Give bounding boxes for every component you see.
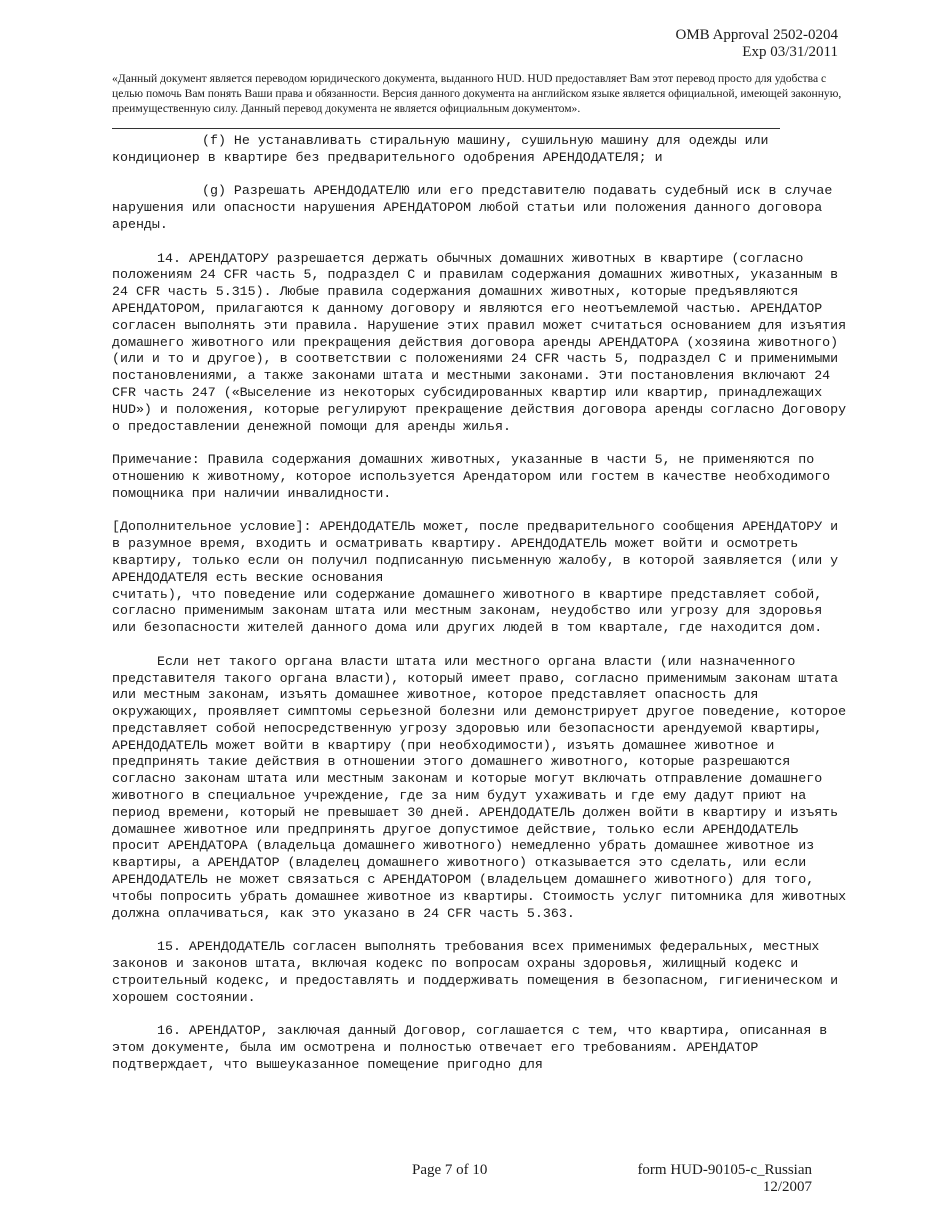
- omb-approval-number: OMB Approval 2502-0204: [675, 27, 838, 43]
- clause-g: (g) Разрешать АРЕНДОДАТЕЛЮ или его представителю подавать судебный иск в случае нарушения или опасности нарушения АРЕНДАТОРОМ любой статьи или положения данного договора аренды.: [112, 183, 833, 232]
- clause-f: (f) Не устанавливать стиральную машину, сушильную машину для одежды или кондиционер в квартире без предварительного одобрения АРЕНДОДАТЕЛЯ; и: [112, 133, 769, 165]
- pet-rules-note: Примечание: Правила содержания домашних животных, указанные в части 5, не применяются по отношению к животному, которое используется Арендатором или гостем в качестве необходимого помощника при наличии инвалидности.: [112, 452, 831, 501]
- page-number: Page 7 of 10: [412, 1162, 488, 1178]
- omb-approval-block: [676, 27, 839, 61]
- additional-condition-continued: считать), что поведение или содержание домашнего животного в квартире представляет собой, согласно применимым законам штата или местным законам, неудобство или угрозу для здоровья или безопасности жителей данного дома или других людей в том квартале, где находится дом.: [112, 586, 823, 636]
- section-14: 14. АРЕНДАТОРУ разрешается держать обычных домашних животных в квартире (согласно положениям 24 CFR часть 5, подраздел C и правилам содержания домашних животных, указанным в 24 CFR часть 5.315). Любые правила содержания домашних животных, которые предъявляются АРЕНДАТОРОМ, прилагаются к данному договору и являются его неотъемлемой частью. АРЕНДАТОР согласен выполнять эти правила. Нарушение этих правил может считаться основанием для изъятия домашнего животного или прекращения действия договора аренды АРЕНДАТОРА (хозяина животного) (или и то и другое), в соответствии с положениями 24 CFR часть 5, подраздел C и применимыми постановлениями, а также законами штата и местными законами. Эти постановления включают 24 CFR часть 247 («Выселение из некоторых субсидированных квартир или квартир, принадлежащих HUD») и положения, которые регулируют прекращение действия договора аренды согласно Договору о предоставлении денежной помощи для аренды жилья.: [112, 250, 847, 434]
- form-date: 12/2007: [762, 1179, 812, 1195]
- form-identifier: [637, 1162, 812, 1196]
- omb-expiration: Exp 03/31/2011: [742, 44, 838, 60]
- section-16: 16. АРЕНДАТОР, заключая данный Договор, соглашается с тем, что квартира, описанная в этом документе, была им осмотрена и полностью отвечает его требованиям. АРЕНДАТОР подтверждает, что вышеуказанное помещение пригодно для: [112, 1023, 828, 1072]
- additional-condition: [Дополнительное условие]: АРЕНДОДАТЕЛЬ может, после предварительного сообщения АРЕНДАТОРУ и в разумное время, входить и осматривать квартиру. АРЕНДОДАТЕЛЬ может войти и осмотреть квартиру, только если он получил подписанную письменную жалобу, в которой заявляется (или у АРЕНДОДАТЕЛЯ есть веские основания: [112, 519, 839, 585]
- pet-removal-paragraph: Если нет такого органа власти штата или местного органа власти (или назначенного представителя такого органа власти), который имеет право, согласно применимым законам штата или местным законам, изъять домашнее животное, которое представляет опасность для окружающих, проявляет симптомы серьезной болезни или демонстрирует другое поведение, которое представляет собой непосредственную угрозу здоровью или безопасности арендуемой квартиры, АРЕНДОДАТЕЛЬ может войти в квартиру (при необходимости), изъять домашнее животное и предпринять такие действия в отношении этого домашнего животного, которые разрешаются согласно законам штата или местным законам и которые могут включать отправление домашнего животного в специальное учреждение, где за ним будут ухаживать и где ему дадут приют на период времени, который не превышает 30 дней. АРЕНДОДАТЕЛЬ должен войти в квартиру и изъять домашнее животное или предпринять другое допустимое действие, только если АРЕНДОДАТЕЛЬ просит АРЕНДАТОРА (владельца домашнего животного) немедленно убрать домашнее животное из квартиры, а АРЕНДАТОР (владелец домашнего животного) отказывается это сделать, или если АРЕНДОДАТЕЛЬ не может связаться с АРЕНДАТОРОМ (владельцем домашнего животного) для того, чтобы попросить убрать домашнее животное из квартиры. Стоимость услуг питомника для животных должна оплачиваться, как это указано в 24 CFR часть 5.363.: [112, 653, 847, 921]
- section-15: 15. АРЕНДОДАТЕЛЬ согласен выполнять требования всех применимых федеральных, местных законов и законов штата, включая кодекс по вопросам охраны здоровья, жилищный кодекс и строительный кодекс, и предоставлять и поддерживать помещения в безопасном, гигиеническом и хорошем состоянии.: [112, 939, 839, 1005]
- header-divider: [112, 128, 780, 129]
- translation-disclaimer: «Данный документ является переводом юридического документа, выданного HUD. HUD предоставляет Вам этот перевод просто для удобства с целью помочь Вам понять Ваши права и обязанности. Версия данного документа на английском языке является официальной, имеющей законную, преимущественную силу. Данный перевод документа не является официальным документом».: [112, 72, 842, 115]
- document-body: [112, 133, 847, 1090]
- form-name: form HUD-90105-c_Russian: [637, 1162, 812, 1178]
